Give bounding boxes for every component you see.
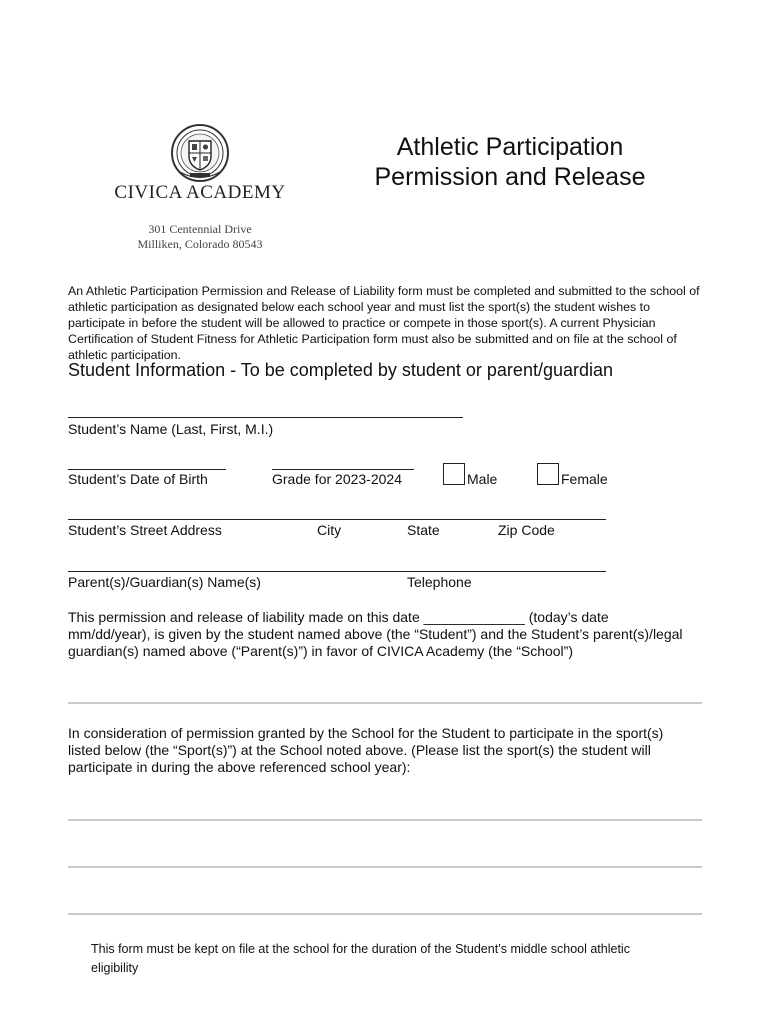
dob-label: Student’s Date of Birth (68, 471, 208, 487)
form-title (340, 132, 680, 192)
student-name-label: Student’s Name (Last, First, M.I.) (68, 421, 274, 437)
street-address-label: Student’s Street Address (68, 522, 222, 538)
sport-entry-line[interactable] (68, 819, 702, 821)
city-label: City (317, 522, 342, 538)
male-label: Male (467, 471, 498, 487)
school-name: CIVICA ACADEMY (114, 182, 286, 203)
school-logo (100, 120, 300, 260)
form-title-line-2: Permission and Release (374, 163, 646, 191)
state-label: State (407, 522, 440, 538)
address-line-1: 301 Centennial Drive (148, 222, 252, 236)
sport-entry-line[interactable] (68, 866, 702, 868)
parent-telephone-field[interactable] (68, 571, 606, 572)
form-title-line-1: Athletic Participation (396, 133, 624, 161)
grade-label: Grade for 2023-2024 (272, 471, 402, 487)
divider (68, 702, 702, 704)
school-seal-icon (170, 123, 230, 185)
intro-paragraph: An Athletic Participation Permission and Release of Liability form must be completed and submitted to the school of athletic participation as designated below each school year and must list the sport(s) the student wishes to participate in before the student will be allowed to practice or compete in those sport(s). A current Physician Certification of Student Fitness for Athletic Participation form must also be submitted and on file at the school of athletic participation. (68, 284, 700, 362)
female-checkbox[interactable] (537, 463, 559, 485)
telephone-label: Telephone (407, 574, 472, 590)
student-info-heading: Student Information - To be completed by student or parent/guardian (68, 360, 614, 380)
address-line-2: Milliken, Colorado 80543 (137, 237, 263, 251)
footer-note: This form must be kept on file at the school for the duration of the Student’s middle school athletic eligibility (91, 942, 630, 975)
student-name-field[interactable] (68, 417, 463, 418)
male-checkbox[interactable] (443, 463, 465, 485)
sport-entry-line[interactable] (68, 913, 702, 915)
grade-field[interactable] (272, 469, 414, 470)
female-label: Female (561, 471, 608, 487)
consideration-paragraph: In consideration of permission granted by the School for the Student to participate in the sport(s) listed below (the “Sport(s)”) at the School noted above. (Please list the sport(s) the student will participate in during the above referenced school year): (68, 725, 664, 775)
zip-code-label: Zip Code (498, 522, 555, 538)
address-field[interactable] (68, 519, 606, 520)
permission-paragraph: This permission and release of liability made on this date _____________ (today’s date mm/dd/year), is given by the student named above (the “Student”) and the Student’s parent(s)/legal guardian(s) named above (“Parent(s)”) in favor of CIVICA Academy (the “School”) (68, 609, 683, 659)
parent-names-label: Parent(s)/Guardian(s) Name(s) (68, 574, 261, 590)
dob-field[interactable] (68, 469, 226, 470)
